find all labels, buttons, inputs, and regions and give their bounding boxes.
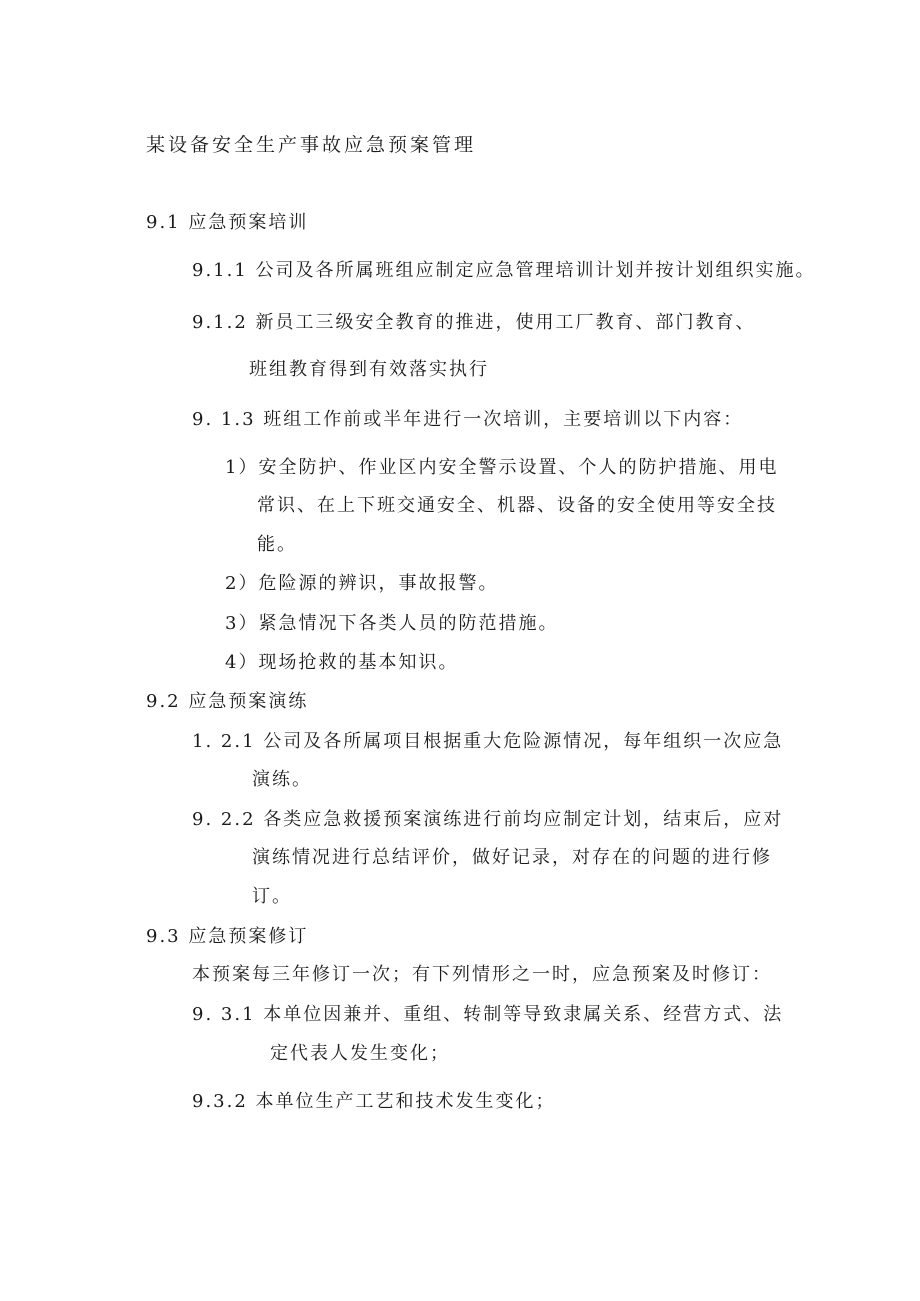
item-9-2-1-continued: 演练。 (252, 769, 312, 790)
item-9-3-2: 9.3.2 本单位生产工艺和技术发生变化； (192, 1091, 556, 1112)
training-topic-1: 1）安全防护、作业区内安全警示设置、个人的防护措施、用电 (225, 457, 779, 478)
item-9-2-2-continued: 演练情况进行总结评价，做好记录，对存在的问题的进行修 (252, 847, 772, 868)
item-9-1-1: 9.1.1 公司及各所属班组应制定应急管理培训计划并按计划组织实施。 (192, 260, 816, 281)
training-topic-2: 2）危险源的辨识，事故报警。 (225, 573, 499, 594)
training-topic-1-continued: 常识、在上下班交通安全、机器、设备的安全使用等安全技 (257, 495, 777, 516)
section-9-3-intro: 本预案每三年修订一次；有下列情形之一时，应急预案及时修订： (192, 964, 772, 985)
item-9-3-1: 9. 3.1 本单位因兼并、重组、转制等导致隶属关系、经营方式、法 (192, 1004, 784, 1025)
training-topic-3: 3）紧急情况下各类人员的防范措施。 (225, 613, 559, 634)
training-topic-4: 4）现场抢救的基本知识。 (225, 652, 459, 673)
section-9-2-heading: 9.2 应急预案演练 (146, 691, 309, 712)
item-9-2-1: 1. 2.1 公司及各所属项目根据重大危险源情况，每年组织一次应急 (192, 731, 784, 752)
item-9-1-2-continued: 班组教育得到有效落实执行 (249, 359, 489, 380)
item-9-1-2: 9.1.2 新员工三级安全教育的推进，使用工厂教育、部门教育、 (192, 312, 756, 333)
document-title: 某设备安全生产事故应急预案管理 (146, 134, 477, 156)
item-9-2-2: 9. 2.2 各类应急救援预案演练进行前均应制定计划，结束后，应对 (192, 809, 784, 830)
training-topic-1-continued: 能。 (257, 534, 297, 555)
item-9-3-1-continued: 定代表人发生变化； (270, 1043, 450, 1064)
section-9-3-heading: 9.3 应急预案修订 (146, 926, 309, 947)
item-9-2-2-continued: 订。 (252, 886, 292, 907)
item-9-1-3: 9. 1.3 班组工作前或半年进行一次培训，主要培训以下内容： (192, 409, 744, 430)
section-9-1-heading: 9.1 应急预案培训 (146, 212, 309, 233)
